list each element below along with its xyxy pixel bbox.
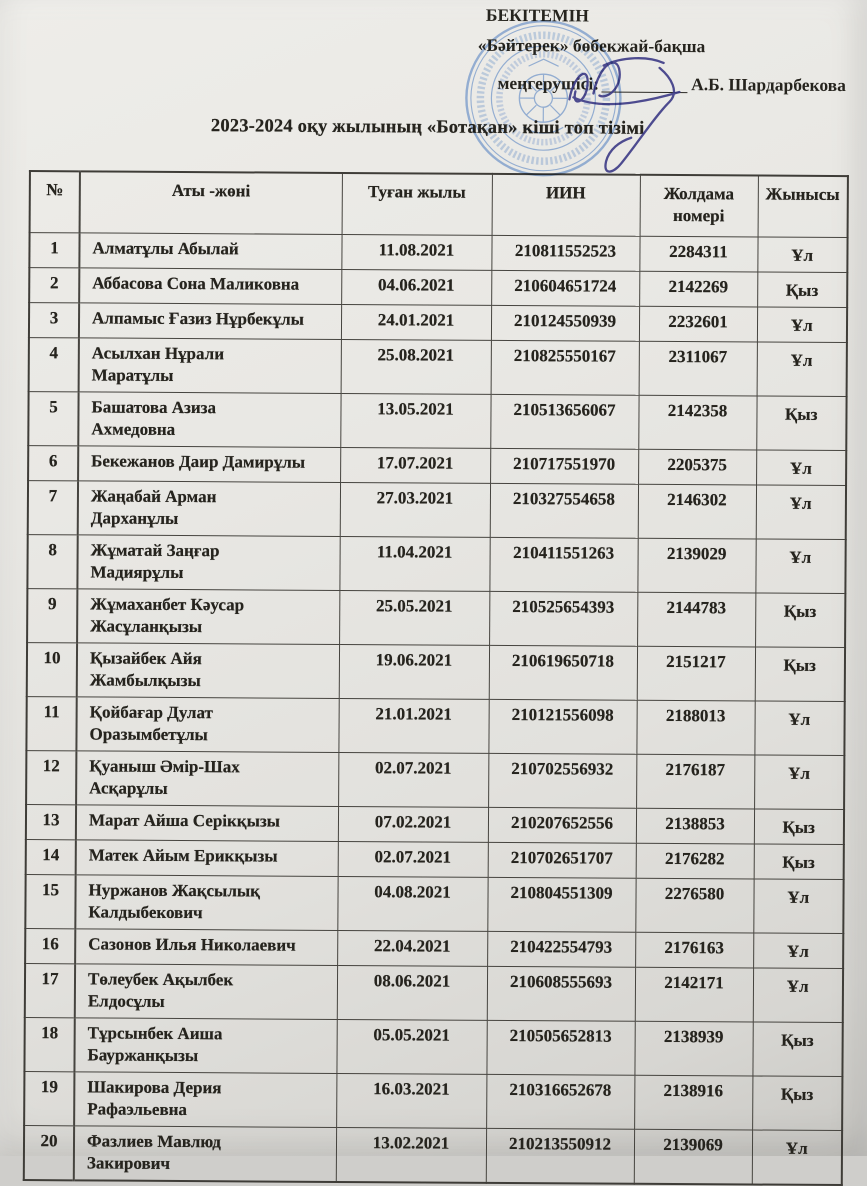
birth-date: 22.04.2021 [337, 930, 487, 966]
referral-number: 2144783 [637, 592, 755, 647]
iin-number: 210121556098 [488, 699, 636, 754]
row-number: 17 [25, 964, 75, 1018]
student-name: Қуаныш Әмір-Шах Асқарұлы [76, 751, 338, 807]
col-header-iin: ИИН [492, 174, 640, 236]
row-number: 10 [27, 643, 77, 697]
student-name: Аббасова Сона Маликовна [79, 268, 341, 305]
roster-table [23, 170, 849, 1186]
student-name: Тұрсынбек Аиша Бауржанқызы [74, 1018, 336, 1074]
student-name: Алматұлы Абылай [79, 233, 341, 270]
iin-number: 210124550939 [491, 305, 639, 341]
iin-number: 210608555693 [487, 966, 635, 1021]
row-number: 5 [28, 392, 78, 446]
table-row [29, 338, 847, 397]
gender-value: Ұл [753, 968, 843, 1023]
referral-number: 2284311 [639, 236, 757, 272]
approval-block [451, 5, 862, 97]
iin-number: 210604651724 [491, 270, 639, 306]
row-number: 19 [24, 1072, 74, 1126]
referral-number: 2142269 [639, 271, 757, 307]
birth-date: 07.02.2021 [338, 806, 488, 842]
row-number: 12 [26, 751, 76, 805]
gender-value: Ұл [755, 539, 845, 594]
referral-number: 2138916 [634, 1075, 752, 1130]
gender-value: Ұл [752, 1130, 842, 1185]
birth-date: 02.07.2021 [338, 752, 488, 807]
iin-number: 210811552523 [491, 235, 639, 271]
gender-value: Қыз [752, 1022, 842, 1077]
table-row [26, 751, 844, 810]
table-row [28, 392, 846, 451]
table-row [24, 1072, 842, 1131]
birth-date: 19.06.2021 [339, 644, 489, 699]
student-name: Шакирова Дерия Рафаэльевна [74, 1072, 336, 1128]
row-number: 9 [27, 589, 77, 643]
table-row [25, 929, 843, 969]
table-row [24, 1018, 842, 1077]
col-header-name: Аты -жөні [80, 171, 342, 234]
birth-date: 17.07.2021 [340, 447, 490, 483]
student-name: Фазлиев Мавлюд Закирович [74, 1126, 336, 1182]
row-number: 6 [28, 446, 78, 481]
iin-number: 210411551263 [489, 537, 637, 592]
roster-table-body [24, 233, 848, 1185]
table-row [28, 446, 846, 486]
student-name: Алпамыс Ғазиз Нұрбекұлы [79, 303, 341, 340]
iin-number: 210213550912 [486, 1128, 634, 1183]
approver-name: А.Б. Шардарбекова [691, 74, 846, 96]
birth-date: 21.01.2021 [338, 698, 488, 753]
birth-date: 27.03.2021 [340, 482, 490, 537]
gender-value: Қыз [755, 593, 845, 648]
row-number: 18 [24, 1018, 74, 1072]
row-number: 11 [26, 697, 76, 751]
referral-number: 2142171 [635, 967, 753, 1022]
birth-date: 08.06.2021 [337, 965, 487, 1020]
gender-value: Қыз [755, 647, 845, 702]
row-number: 2 [29, 268, 79, 303]
birth-date: 02.07.2021 [338, 841, 488, 877]
iin-number: 210525654393 [489, 591, 637, 646]
table-row [25, 964, 843, 1023]
referral-number: 2138939 [634, 1021, 752, 1076]
gender-value: Қыз [757, 272, 847, 308]
iin-number: 210717551970 [490, 448, 638, 484]
approval-label: БЕКІТЕМІН [485, 4, 590, 26]
student-name: Төлеубек Ақылбек Елдосұлы [75, 964, 337, 1020]
referral-number: 2142358 [638, 395, 756, 450]
student-name: Нуржанов Жақсылық Калдыбекович [75, 875, 337, 931]
iin-number: 210702651707 [488, 842, 636, 878]
table-row [26, 805, 844, 845]
gender-value: Ұл [753, 879, 843, 934]
iin-number: 210702556932 [488, 753, 636, 808]
table-row [28, 481, 846, 540]
birth-date: 13.02.2021 [336, 1127, 486, 1182]
row-number: 3 [29, 303, 79, 338]
row-number: 4 [29, 338, 79, 392]
iin-number: 210207652556 [488, 807, 636, 843]
iin-number: 210327554658 [490, 483, 638, 538]
organization-name: «Бәйтерек» бөбекжай-бақша [477, 34, 706, 57]
gender-value: Қыз [754, 844, 844, 880]
table-row [26, 840, 844, 880]
gender-value: Ұл [754, 755, 844, 810]
birth-date: 16.03.2021 [336, 1073, 486, 1128]
role-label: меңгерушісі: [497, 72, 600, 94]
approver-line [497, 73, 861, 96]
birth-date: 13.05.2021 [340, 393, 490, 448]
birth-date: 11.08.2021 [341, 234, 491, 270]
table-header-row [30, 171, 848, 237]
col-header-referral: Жолдама номері [640, 175, 758, 237]
referral-number: 2176282 [636, 843, 754, 879]
col-header-gender: Жынысы [758, 176, 848, 238]
referral-number: 2205375 [638, 449, 756, 485]
student-name: Қызайбек Айя Жамбылқызы [77, 643, 339, 699]
col-header-number: № [30, 171, 80, 233]
student-name: Марат Айша Серікқызы [76, 805, 338, 842]
table-row [29, 303, 847, 343]
student-name: Жұмаханбет Кәусар Жасұланқызы [77, 589, 339, 645]
student-name: Қойбағар Дулат Оразымбетұлы [76, 697, 338, 753]
birth-date: 25.05.2021 [339, 590, 489, 645]
row-number: 15 [25, 875, 75, 929]
student-name: Жаңабай Арман Дарханұлы [78, 481, 340, 537]
referral-number: 2311067 [639, 341, 757, 396]
table-row [27, 535, 845, 594]
iin-number: 210619650718 [489, 645, 637, 700]
student-name: Асылхан Нұрали Маратұлы [79, 338, 341, 394]
iin-number: 210316652678 [486, 1074, 634, 1129]
student-name: Жұматай Заңғар Мадиярұлы [77, 535, 339, 591]
gender-value: Ұл [754, 701, 844, 756]
table-row [29, 233, 847, 273]
signature-line [601, 78, 687, 94]
birth-date: 11.04.2021 [339, 536, 489, 591]
birth-date: 04.06.2021 [341, 269, 491, 305]
iin-number: 210422554793 [487, 931, 635, 967]
referral-number: 2151217 [637, 646, 755, 701]
gender-value: Қыз [754, 809, 844, 845]
referral-number: 2138853 [636, 808, 754, 844]
row-number: 14 [26, 840, 76, 875]
gender-value: Қыз [756, 396, 846, 451]
student-name: Сазонов Илья Николаевич [75, 929, 337, 966]
iin-number: 210513656067 [490, 394, 638, 449]
gender-value: Ұл [756, 485, 846, 540]
referral-number: 2188013 [636, 700, 754, 755]
referral-number: 2176163 [635, 932, 753, 968]
table-row [25, 875, 843, 934]
table-row [26, 697, 844, 756]
referral-number: 2276580 [635, 878, 753, 933]
referral-number: 2139029 [637, 538, 755, 593]
gender-value: Ұл [757, 307, 847, 343]
gender-value: Ұл [757, 342, 847, 397]
gender-value: Ұл [756, 450, 846, 486]
table-row [27, 643, 845, 702]
table-row [24, 1126, 842, 1185]
col-header-birthdate: Туған жылы [342, 173, 492, 235]
referral-number: 2232601 [639, 306, 757, 342]
table-row [27, 589, 845, 648]
gender-value: Ұл [757, 237, 847, 273]
table-row [29, 268, 847, 308]
referral-number: 2139069 [634, 1129, 752, 1184]
student-name: Бекежанов Даир Дамирұлы [78, 446, 340, 483]
birth-date: 05.05.2021 [336, 1019, 486, 1074]
gender-value: Ұл [753, 933, 843, 969]
row-number: 13 [26, 805, 76, 840]
birth-date: 25.08.2021 [341, 339, 491, 394]
student-name: Матек Айым Ерикқызы [76, 840, 338, 877]
referral-number: 2146302 [638, 484, 756, 539]
row-number: 1 [29, 233, 79, 268]
iin-number: 210825550167 [491, 340, 639, 395]
document-title: 2023-2024 оқу жылының «Ботақан» кіші топ тізімі [210, 116, 645, 139]
iin-number: 210505652813 [486, 1020, 634, 1075]
gender-value: Қыз [752, 1076, 842, 1131]
iin-number: 210804551309 [487, 877, 635, 932]
referral-number: 2176187 [636, 754, 754, 809]
row-number: 16 [25, 929, 75, 964]
row-number: 7 [28, 481, 78, 535]
birth-date: 24.01.2021 [341, 304, 491, 340]
row-number: 8 [27, 535, 77, 589]
row-number: 20 [24, 1126, 74, 1181]
birth-date: 04.08.2021 [337, 876, 487, 931]
student-name: Башатова Азиза Ахмедовна [78, 392, 340, 448]
